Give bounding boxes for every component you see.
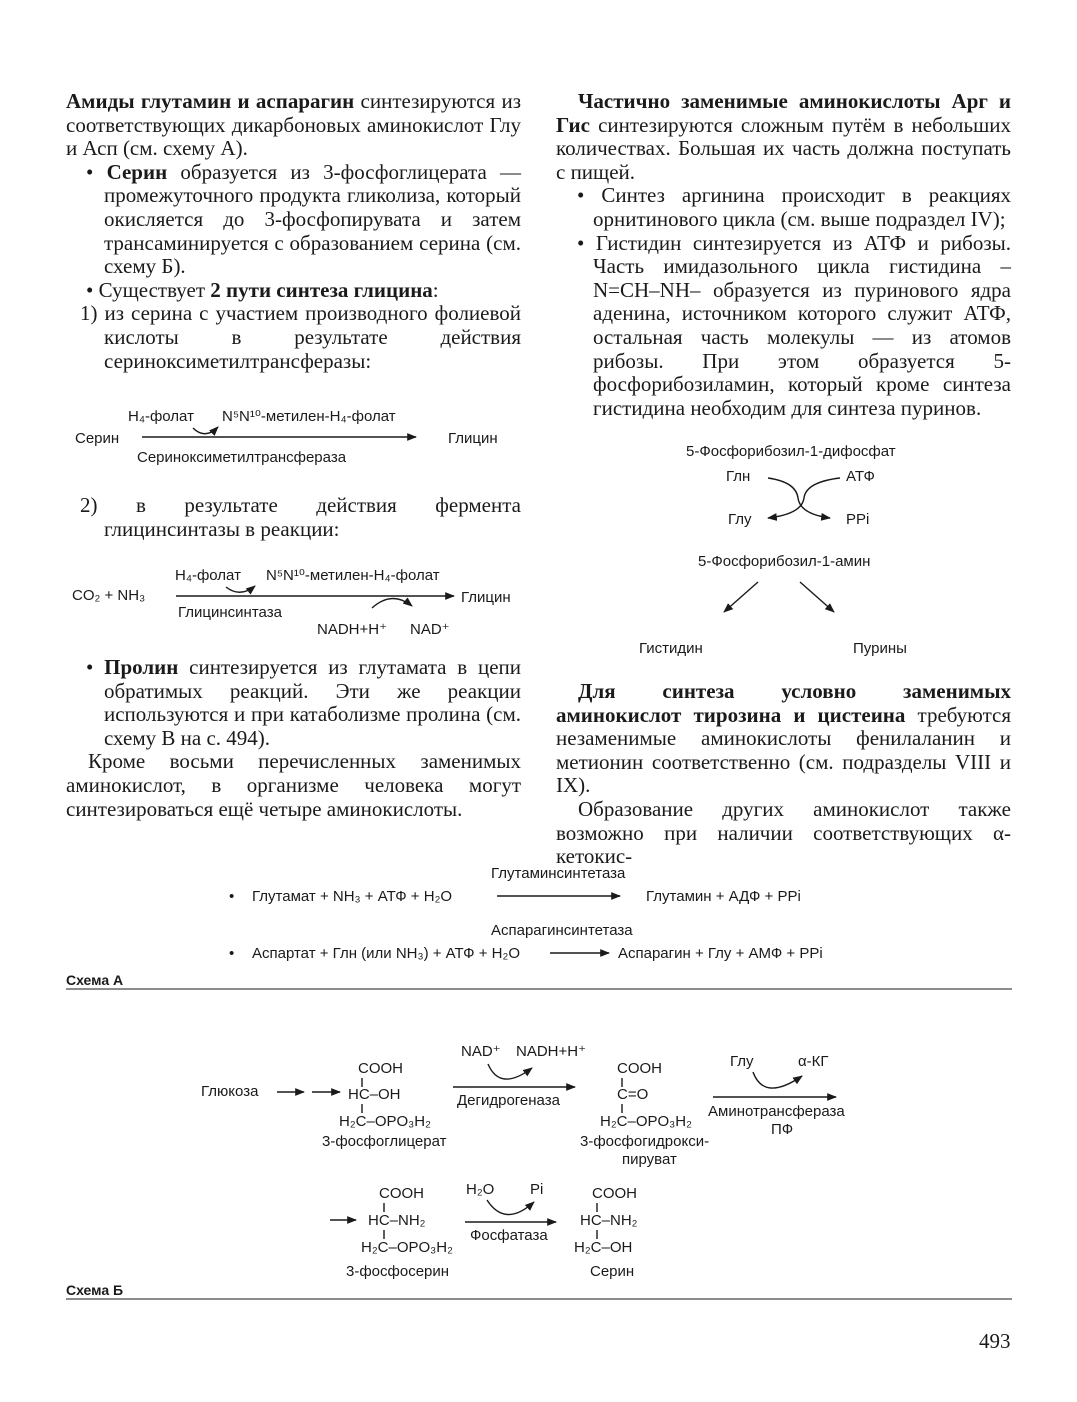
asparagine-reaction-left: Аспартат + Глн (или NH₃) + АТФ + H₂O bbox=[252, 945, 521, 962]
tyr-cys-paragraph: Для синтеза условно заменимых аминокислот тирозина и цистеина требуются незаменимые аминокислоты фенилаланин и метионин соответственно (см. подразделы VIII и IX). bbox=[556, 679, 1011, 798]
glycine-reaction-2 bbox=[72, 567, 511, 638]
enzyme-glutamine-synthetase: Глутаминсинтетаза bbox=[491, 865, 626, 882]
four-more-paragraph: Кроме восьми перечисленных заменимых аминокислот, в организме человека могут синтезироваться ещё четыре аминокислоты. bbox=[66, 749, 521, 821]
page-number: 493 bbox=[979, 1329, 1011, 1353]
arrow-to-purines bbox=[800, 582, 834, 612]
cofactor-curve-arrow bbox=[226, 586, 255, 592]
product-glycine: Глицин bbox=[461, 589, 511, 606]
ps3-label: 3-фосфосерин bbox=[346, 1263, 450, 1280]
enzyme-label: Сериноксиметилтрансфераза bbox=[137, 449, 347, 466]
asparagine-reaction-right: Аспарагин + Глу + АМФ + PPi bbox=[618, 945, 823, 962]
atp-label: АТФ bbox=[846, 468, 875, 485]
histidine-scheme bbox=[639, 443, 907, 657]
bullet: • bbox=[229, 888, 235, 905]
php-label-2: пируват bbox=[622, 1151, 677, 1168]
serine-bullet: • Серин образуется из 3-фосфоглицерата — промежуточного продукта гликолиза, который окисляется до 3-фосфопирувата и затем трансаминируется с образованием серина (см. схему Б). bbox=[86, 159, 522, 279]
php-c-eq-o: C=O bbox=[617, 1086, 649, 1103]
cofactor-nadh: NADH+H⁺ bbox=[317, 621, 388, 638]
pi-label: Pi bbox=[530, 1181, 544, 1198]
cofactor-nad: NAD⁺ bbox=[410, 621, 450, 638]
glutamine-reaction-right: Глутамин + АДФ + PPi bbox=[646, 888, 801, 905]
product-glycine: Глицин bbox=[448, 430, 498, 447]
cofactor-h4-folate: H₄-фолат bbox=[128, 408, 194, 425]
glu-label: Глу bbox=[730, 1053, 754, 1070]
pf-label: ПФ bbox=[771, 1121, 794, 1138]
ps3-h2c: H₂C–OPO₃H₂ bbox=[361, 1239, 453, 1256]
akg-label: α-КГ bbox=[798, 1053, 829, 1070]
arg-his-paragraph: Частично заменимые аминокислоты Арг и Гис синтезируются сложным путём в небольших количествах. Большая их часть должна поступать с пищей. bbox=[556, 89, 1011, 184]
arginine-bullet: • Синтез аргинина происходит в реакциях орнитинового цикла (см. выше подраздел IV); bbox=[577, 183, 1011, 231]
nadh-label: NADH+H⁺ bbox=[516, 1043, 587, 1060]
glu-label: Глу bbox=[728, 511, 752, 528]
histidine-bullet: • Гистидин синтезируется из АТФ и рибозы. Часть имидазольного цикла гистидина – N=CH–NH– образуется из пуринового ядра аденина, источником которого служит АТФ, остальная часть молекулы — из атомов рибозы. При этом образуется 5-фосфорибозиламин, который кроме синтеза гистидина необходим для синтеза пуринов. bbox=[577, 230, 1011, 420]
purines-label: Пурины bbox=[853, 640, 907, 657]
ppi-label: PPi bbox=[846, 511, 870, 528]
glu-curve-arrow bbox=[753, 1072, 802, 1088]
pg3-cooh: COOH bbox=[358, 1060, 403, 1077]
pg3-h2c: H₂C–OPO₃H₂ bbox=[339, 1113, 431, 1130]
h2o-curve-arrow bbox=[487, 1200, 534, 1215]
nad-curve-arrow bbox=[488, 1064, 532, 1079]
atp-ppi-arrow bbox=[768, 478, 840, 518]
glutamine-reaction-left: Глутамат + NH₃ + АТФ + H₂O bbox=[252, 888, 453, 905]
cofactor-methylene-folate: N⁵N¹⁰-метилен-H₄-фолат bbox=[222, 408, 396, 425]
ps3-hcnh2: HC–NH₂ bbox=[368, 1212, 426, 1229]
nad-label: NAD⁺ bbox=[461, 1043, 501, 1060]
scheme-b bbox=[66, 1043, 1012, 1299]
serine-label: Серин bbox=[590, 1263, 635, 1280]
cofactor-h4-folate: H₄-фолат bbox=[175, 567, 241, 584]
reactants-co2-nh3: CO₂ + NH₃ bbox=[72, 587, 146, 604]
cofactor-methylene-folate: N⁵N¹⁰-метилен-H₄-фолат bbox=[266, 567, 440, 584]
glycine-path-2: 2) в результате действия фермента глицинсинтазы в реакции: bbox=[80, 493, 521, 541]
proline-bullet: • Пролин синтезируется из глутамата в цепи обратимых реакций. Эти же реакции используются и при катаболизме пролина (см. схему В на с. 494). bbox=[86, 655, 521, 750]
reactant-serine: Серин bbox=[75, 430, 120, 447]
bullet: • bbox=[229, 945, 235, 962]
enzyme-asparagine-synthetase: Аспарагинсинтетаза bbox=[491, 922, 633, 939]
pg3-hcoh: HC–OH bbox=[348, 1086, 401, 1103]
pra-label: 5-Фосфорибозил-1-амин bbox=[698, 553, 871, 570]
gln-label: Глн bbox=[726, 468, 751, 485]
enzyme-label: Глицинсинтаза bbox=[178, 604, 282, 621]
nad-curve-arrow bbox=[372, 598, 412, 608]
php-cooh: COOH bbox=[617, 1060, 662, 1077]
aminotransferase-label: Аминотрансфераза bbox=[708, 1103, 845, 1120]
serine-cooh: COOH bbox=[592, 1185, 637, 1202]
amides-paragraph: Амиды глутамин и аспарагин синтезируются из соответствующих дикарбоновых аминокислот Глу и Асп (см. схему А). bbox=[66, 89, 521, 161]
gln-glu-arrow bbox=[768, 478, 830, 518]
glucose-label: Глюкоза bbox=[201, 1083, 259, 1100]
ps3-cooh: COOH bbox=[379, 1185, 424, 1202]
php-label-1: 3-фосфогидрокси- bbox=[580, 1133, 710, 1150]
serine-hcnh2: HC–NH₂ bbox=[580, 1212, 638, 1229]
h2o-label: H₂O bbox=[466, 1181, 495, 1198]
php-h2c: H₂C–OPO₃H₂ bbox=[600, 1113, 692, 1130]
serine-h2c-oh: H₂C–OH bbox=[574, 1239, 633, 1256]
scheme-b-label: Схема Б bbox=[66, 1282, 124, 1298]
cofactor-curve-arrow bbox=[193, 427, 218, 434]
scheme-a-label: Схема А bbox=[66, 972, 124, 988]
dehydrogenase-label: Дегидрогеназа bbox=[457, 1092, 560, 1109]
prpp-label: 5-Фосфорибозил-1-дифосфат bbox=[686, 443, 896, 460]
glycine-bullet: • Существует 2 пути синтеза глицина: bbox=[86, 277, 439, 302]
other-aa-paragraph: Образование других аминокислот также возможно при наличии соответствующих α-кетокис- bbox=[556, 796, 1011, 869]
histidine-label: Гистидин bbox=[639, 640, 703, 657]
pg3-label: 3-фосфоглицерат bbox=[322, 1133, 447, 1150]
scheme-a bbox=[66, 865, 1012, 989]
arrow-to-histidine bbox=[724, 582, 758, 612]
phosphatase-label: Фосфатаза bbox=[470, 1227, 548, 1244]
glycine-reaction-1 bbox=[75, 408, 498, 466]
glycine-path-1: 1) из серина с участием производного фолиевой кислоты в результате действия сериноксиметилтрансферазы: bbox=[80, 301, 521, 373]
